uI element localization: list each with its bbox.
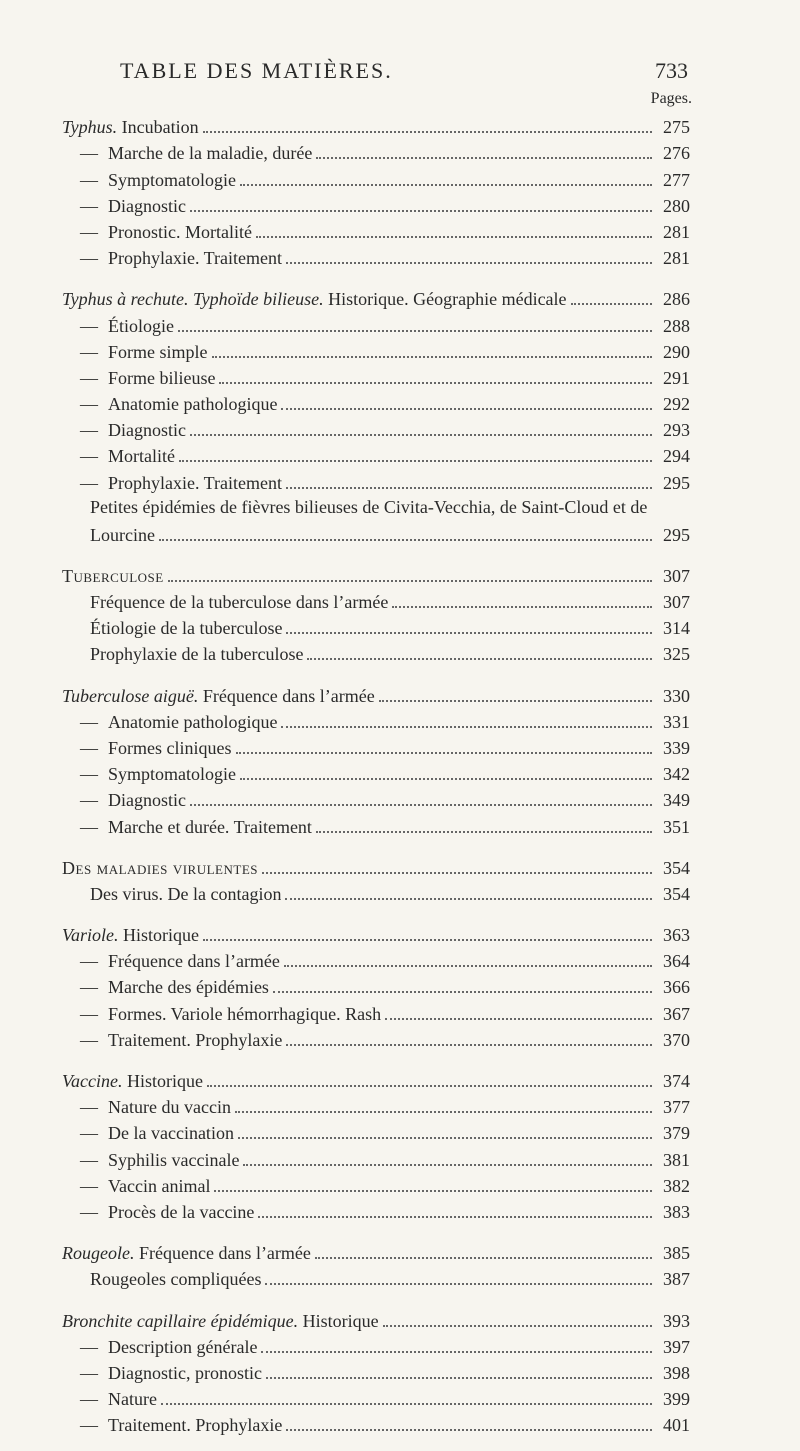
page-ref: 382 <box>663 1175 690 1196</box>
entry-lead: Tuberculose <box>62 565 164 586</box>
entry-text: Pronostic. Mortalité <box>108 221 252 242</box>
entry-title <box>62 950 280 972</box>
toc-entry <box>62 1305 690 1331</box>
dot-leader <box>286 261 652 264</box>
entry-title <box>62 1122 234 1144</box>
entry-title <box>90 1268 261 1290</box>
entry-title <box>62 367 215 389</box>
entry-title <box>62 1388 157 1410</box>
entry-title <box>62 393 277 415</box>
page-ref: 281 <box>663 221 690 242</box>
page-ref: 295 <box>663 472 690 493</box>
ditto-dash: — <box>80 1149 98 1170</box>
entry-lead: Variole. <box>62 925 119 946</box>
entry-text: Anatomie pathologique <box>108 394 278 415</box>
entry-text: Incubation <box>121 117 199 138</box>
page-ref: 280 <box>663 195 690 216</box>
page-ref: 290 <box>663 341 690 362</box>
toc-entry <box>62 363 690 389</box>
ditto-dash: — <box>80 790 98 811</box>
ditto-dash: — <box>80 1336 98 1357</box>
page-ref: 351 <box>663 816 690 837</box>
entry-text: Symptomatologie <box>108 169 236 190</box>
entry-text: Mortalité <box>108 446 175 467</box>
dot-leader <box>190 433 652 436</box>
page-ref: 275 <box>663 117 690 138</box>
entry-text: Historique <box>126 1071 203 1091</box>
entry-text: Fréquence dans l’armée <box>108 951 280 972</box>
page-ref: 277 <box>663 169 690 190</box>
dot-leader <box>315 1256 652 1259</box>
toc-entry <box>62 1384 690 1410</box>
page-number: 733 <box>655 58 688 83</box>
entry-text: De la vaccination <box>108 1123 234 1144</box>
toc-entry <box>62 243 690 269</box>
dot-leader <box>281 407 652 410</box>
page-ref: 314 <box>663 618 690 639</box>
page-ref: 364 <box>663 951 690 972</box>
toc-section <box>62 1066 690 1223</box>
dot-leader <box>238 1136 652 1139</box>
entry-text: Procès de la vaccine <box>108 1201 255 1222</box>
toc-entry <box>62 284 690 310</box>
dot-leader <box>265 1282 652 1285</box>
entry-title <box>62 1096 231 1118</box>
toc-entry <box>62 733 690 759</box>
entry-lead: Bronchite capillaire épidémique. <box>62 1310 299 1331</box>
entry-title <box>62 142 312 164</box>
dot-leader <box>219 381 652 384</box>
ditto-dash: — <box>80 1362 98 1383</box>
toc-section <box>62 284 690 546</box>
toc-entry <box>62 1238 690 1264</box>
entry-text: Des virus. De la contagion <box>90 883 282 904</box>
dot-leader <box>207 1084 652 1087</box>
page-ref: 292 <box>663 394 690 415</box>
dot-leader <box>256 235 652 238</box>
page-ref: 374 <box>663 1071 690 1091</box>
toc-section <box>62 1305 690 1436</box>
entry-text-line2: Lourcine <box>90 524 155 545</box>
entry-text: Diagnostic, pronostic <box>108 1362 262 1383</box>
entry-title <box>62 1242 311 1264</box>
entry-title <box>62 341 208 363</box>
ditto-dash: — <box>80 1097 98 1118</box>
entry-text: Diagnostic <box>108 195 186 216</box>
toc-entry <box>62 1197 690 1223</box>
page-ref: 354 <box>663 857 690 878</box>
entry-text-line1: Petites épidémies de fièvres bilieuses de Civita-Vecchia, de Saint-Cloud et de <box>90 496 648 517</box>
ditto-dash: — <box>80 1029 98 1050</box>
toc-entry <box>62 1092 690 1118</box>
entry-text: Diagnostic <box>108 420 186 441</box>
ditto-dash: — <box>80 248 98 269</box>
entry-text: Rougeoles compliquées <box>90 1269 262 1290</box>
dot-leader <box>243 1163 652 1166</box>
toc-section <box>62 853 690 905</box>
toc-entry <box>62 613 690 639</box>
toc-entry <box>62 1066 690 1092</box>
dot-leader <box>266 1376 652 1379</box>
ditto-dash: — <box>80 1123 98 1144</box>
ditto-dash: — <box>80 1389 98 1410</box>
entry-title <box>62 472 282 494</box>
entry-title <box>62 565 164 587</box>
toc-entry <box>62 467 690 493</box>
entry-title <box>62 1201 254 1223</box>
entry-text: Nature <box>108 1389 157 1410</box>
toc-entry <box>62 1144 690 1170</box>
entry-text: Syphilis vaccinale <box>108 1149 240 1170</box>
entry-text: Formes. Variole hémorrhagique. Rash <box>108 1003 382 1024</box>
entry-lead: Tuberculose aiguë. <box>62 685 199 706</box>
page-ref: 293 <box>663 420 690 441</box>
ditto-dash: — <box>80 367 98 388</box>
page-ref: 398 <box>663 1362 690 1383</box>
dot-leader <box>316 156 652 159</box>
entry-title <box>62 711 277 733</box>
running-title: TABLE DES MATIÈRES. <box>120 58 393 83</box>
entry-text: Traitement. Prophylaxie <box>108 1029 283 1050</box>
toc-entry <box>62 1118 690 1144</box>
toc-entry <box>62 441 690 467</box>
page-ref: 377 <box>663 1097 690 1118</box>
ditto-dash: — <box>80 169 98 190</box>
page-ref: 349 <box>663 790 690 811</box>
dot-leader <box>286 1043 652 1046</box>
toc-entry <box>62 1025 690 1051</box>
entry-title <box>62 763 236 785</box>
toc-section <box>62 561 690 666</box>
entry-title <box>90 617 282 639</box>
entry-title <box>62 1336 257 1358</box>
page-ref: 307 <box>663 565 690 586</box>
entry-text: Historique <box>302 1310 379 1331</box>
entry-text: Nature du vaccin <box>108 1097 231 1118</box>
toc-entry <box>62 1332 690 1358</box>
dot-leader <box>262 871 652 874</box>
dot-leader <box>178 329 652 332</box>
toc-entry <box>62 561 690 587</box>
dot-leader <box>316 830 652 833</box>
page-ref: 307 <box>663 592 690 612</box>
dot-leader <box>159 538 652 541</box>
entry-title <box>62 1029 282 1051</box>
entry-title <box>62 924 199 946</box>
toc-entry <box>62 217 690 243</box>
entry-text: Fréquence dans l’armée <box>138 1243 311 1264</box>
toc-entry <box>62 759 690 785</box>
toc-entry <box>62 1171 690 1197</box>
toc-entry <box>62 972 690 998</box>
entry-text: Anatomie pathologique <box>108 711 278 732</box>
entry-text: Forme simple <box>108 341 208 362</box>
dot-leader <box>307 657 652 660</box>
dot-leader <box>179 459 652 462</box>
toc-entry <box>62 1410 690 1436</box>
dot-leader <box>212 355 653 358</box>
entry-title <box>62 169 236 191</box>
dot-leader <box>203 938 652 941</box>
ditto-dash: — <box>80 143 98 164</box>
toc-section <box>62 112 690 269</box>
ditto-dash: — <box>80 977 98 998</box>
entry-title <box>62 685 375 707</box>
entry-text: Description générale <box>108 1336 258 1357</box>
page-header <box>0 58 800 88</box>
dot-leader <box>203 130 652 133</box>
ditto-dash: — <box>80 1415 98 1436</box>
page-ref: 339 <box>663 737 690 758</box>
toc-entry <box>62 389 690 415</box>
page-ref: 379 <box>663 1123 690 1144</box>
entry-lead: Des maladies virulentes <box>62 857 258 878</box>
entry-lead: Rougeole. <box>62 1243 135 1264</box>
page-ref: 325 <box>663 644 690 665</box>
toc-entry <box>62 138 690 164</box>
page-ref: 401 <box>663 1415 690 1436</box>
page-ref: 342 <box>663 764 690 785</box>
toc-section <box>62 920 690 1051</box>
ditto-dash: — <box>80 737 98 758</box>
entry-title <box>62 789 186 811</box>
page-ref: 281 <box>663 248 690 269</box>
dot-leader <box>190 803 652 806</box>
page-ref: 291 <box>663 367 690 388</box>
entry-title <box>62 247 282 269</box>
page-ref: 385 <box>663 1243 690 1264</box>
entry-text: Prophylaxie. Traitement <box>108 248 282 269</box>
ditto-dash: — <box>80 420 98 441</box>
toc-entry <box>62 946 690 972</box>
entry-text: Étiologie <box>108 315 174 336</box>
entry-title <box>62 976 269 998</box>
ditto-dash: — <box>80 446 98 467</box>
entry-text: Prophylaxie de la tuberculose <box>90 644 304 665</box>
page-ref: 295 <box>663 524 690 545</box>
entry-title <box>62 1175 210 1197</box>
toc-entry <box>62 998 690 1024</box>
entry-text: Vaccin animal <box>108 1175 211 1196</box>
dot-leader <box>286 486 652 489</box>
page-ref: 393 <box>663 1310 690 1331</box>
entry-title <box>62 195 186 217</box>
entry-title <box>62 1003 381 1025</box>
entry-text: Marche des épidémies <box>108 977 269 998</box>
entry-title <box>62 445 175 467</box>
page-ref: 288 <box>663 315 690 336</box>
toc-entry <box>62 707 690 733</box>
toc-entry <box>62 879 690 905</box>
dot-leader <box>392 605 652 608</box>
toc-entry <box>62 164 690 190</box>
dot-leader <box>190 209 652 212</box>
entry-text: Diagnostic <box>108 790 186 811</box>
entry-text: Marche de la maladie, durée <box>108 143 313 164</box>
toc-entry <box>62 1358 690 1384</box>
ditto-dash: — <box>80 951 98 972</box>
ditto-dash: — <box>80 315 98 336</box>
ditto-dash: — <box>80 221 98 242</box>
toc-entry <box>62 785 690 811</box>
toc-entry <box>62 191 690 217</box>
dot-leader <box>273 990 652 993</box>
entry-title <box>62 1149 239 1171</box>
toc-entry <box>62 811 690 837</box>
entry-text: Historique <box>123 925 199 946</box>
entry-title <box>62 1362 262 1384</box>
ditto-dash: — <box>80 764 98 785</box>
dot-leader <box>379 699 652 702</box>
entry-text: Traitement. Prophylaxie <box>108 1415 283 1436</box>
entry-title <box>62 116 199 138</box>
entry-lead: Typhus à rechute. Typhoïde bilieuse. <box>62 289 324 310</box>
pages-column-label: Pages. <box>650 90 692 107</box>
toc-entry <box>62 415 690 441</box>
entry-title <box>62 1070 203 1092</box>
toc-section <box>62 1238 690 1290</box>
entry-title <box>62 857 258 879</box>
page-ref: 366 <box>663 977 690 998</box>
entry-title <box>62 221 252 243</box>
entry-title <box>62 737 232 759</box>
entry-text: Prophylaxie. Traitement <box>108 472 282 493</box>
dot-leader <box>168 579 652 582</box>
toc-entry <box>62 112 690 138</box>
page-ref: 363 <box>663 925 690 946</box>
entry-title <box>90 643 303 665</box>
dot-leader <box>161 1402 652 1405</box>
entry-text: Historique. Géographie médicale <box>328 289 567 310</box>
entry-title <box>62 1310 379 1332</box>
ditto-dash: — <box>80 472 98 493</box>
dot-leader <box>235 1110 652 1113</box>
dot-leader <box>383 1324 652 1327</box>
page-ref: 370 <box>663 1029 690 1050</box>
dot-leader <box>286 631 652 634</box>
dot-leader <box>240 183 652 186</box>
entry-title <box>62 419 186 441</box>
entry-text: Fréquence dans l’armée <box>202 685 375 706</box>
dot-leader <box>385 1017 652 1020</box>
page-ref: 354 <box>663 883 690 904</box>
page-ref: 387 <box>663 1269 690 1290</box>
toc-entry <box>62 1264 690 1290</box>
toc-entry <box>62 587 690 613</box>
dot-leader <box>571 302 652 305</box>
entry-title <box>90 591 388 613</box>
ditto-dash: — <box>80 1003 98 1024</box>
entry-title <box>62 1414 282 1436</box>
page-ref: 294 <box>663 446 690 467</box>
toc-entry <box>62 310 690 336</box>
entry-text: Marche et durée. Traitement <box>108 816 312 837</box>
entry-lead: Typhus. <box>62 117 118 138</box>
ditto-dash: — <box>80 341 98 362</box>
toc-section <box>62 680 690 837</box>
dot-leader <box>258 1215 652 1218</box>
entry-title <box>62 315 174 337</box>
page-ref: 330 <box>663 685 690 706</box>
toc-entry <box>62 337 690 363</box>
dot-leader <box>261 1350 652 1353</box>
dot-leader <box>240 777 652 780</box>
ditto-dash: — <box>80 816 98 837</box>
entry-title <box>90 883 281 905</box>
table-of-contents <box>62 112 690 1451</box>
page-ref: 381 <box>663 1149 690 1170</box>
dot-leader <box>284 964 652 967</box>
toc-entry <box>62 853 690 879</box>
dot-leader <box>286 1428 652 1431</box>
dot-leader <box>285 897 652 900</box>
entry-title <box>62 816 312 838</box>
page-ref: 286 <box>663 289 690 310</box>
entry-text: Symptomatologie <box>108 764 236 785</box>
toc-entry <box>62 920 690 946</box>
dot-leader <box>214 1189 652 1192</box>
entry-text: Formes cliniques <box>108 737 232 758</box>
page-ref: 367 <box>663 1003 690 1024</box>
toc-entry <box>62 680 690 706</box>
entry-text: Fréquence de la tuberculose dans l’armée <box>90 592 389 612</box>
toc-entry <box>62 639 690 665</box>
toc-entry-wrapped <box>62 494 690 546</box>
ditto-dash: — <box>80 394 98 415</box>
page-ref: 383 <box>663 1201 690 1222</box>
page-ref: 276 <box>663 143 690 164</box>
dot-leader <box>236 751 653 754</box>
ditto-dash: — <box>80 1201 98 1222</box>
dot-leader <box>281 725 652 728</box>
entry-title <box>62 288 567 310</box>
entry-text: Étiologie de la tuberculose <box>90 618 283 639</box>
ditto-dash: — <box>80 711 98 732</box>
ditto-dash: — <box>80 195 98 216</box>
entry-lead: Vaccine. <box>62 1071 123 1091</box>
page-ref: 331 <box>663 711 690 732</box>
page-ref: 399 <box>663 1389 690 1410</box>
entry-text: Forme bilieuse <box>108 367 216 388</box>
ditto-dash: — <box>80 1175 98 1196</box>
page-ref: 397 <box>663 1336 690 1357</box>
